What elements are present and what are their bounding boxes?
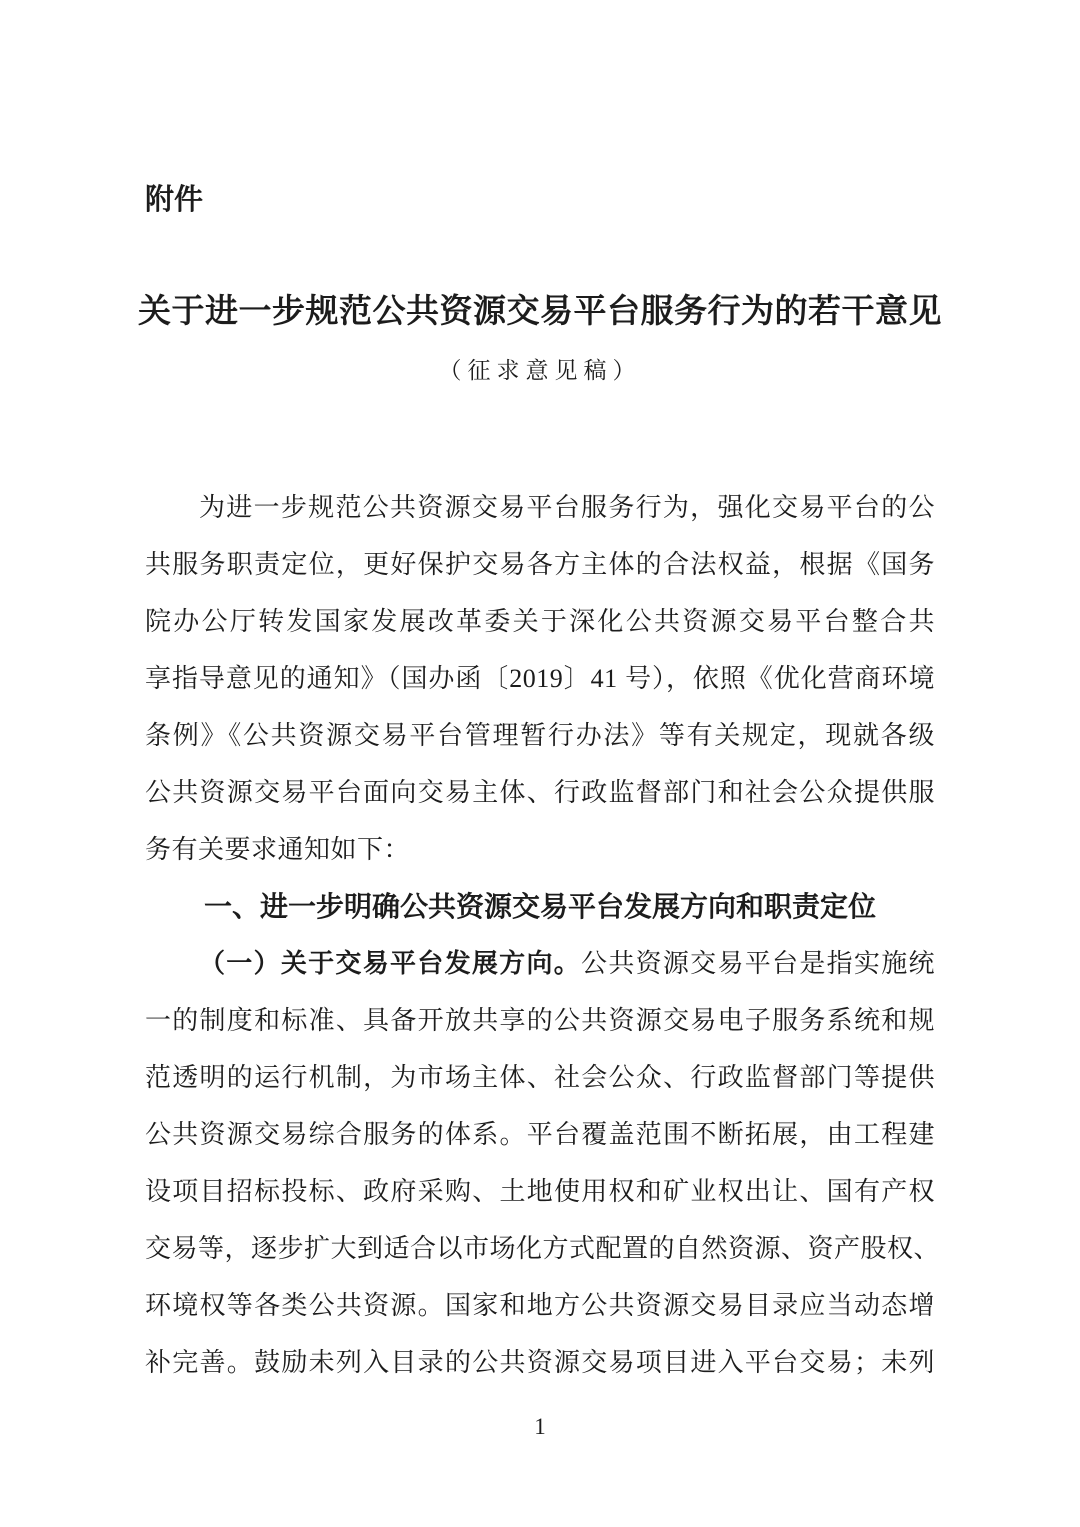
paragraph2-line: 公共资源交易综合服务的体系。平台覆盖范围不断拓展，由工程建 (145, 1120, 935, 1149)
section-heading-1: 一、进一步明确公共资源交易平台发展方向和职责定位 (203, 891, 876, 922)
paragraph2-line (145, 935, 935, 992)
paragraph2-lead-bold: （一）关于交易平台发展方向。 (199, 949, 582, 978)
paragraph1-line: 共服务职责定位，更好保护交易各方主体的合法权益，根据《国务 (145, 550, 935, 579)
paragraph2-line: 设项目招标投标、政府采购、土地使用权和矿业权出让、国有产权 (145, 1177, 935, 1206)
paragraph1-line: 公共资源交易平台面向交易主体、行政监督部门和社会公众提供服 (145, 778, 935, 807)
paragraph1-line: 条例》《公共资源交易平台管理暂行办法》等有关规定，现就各级 (145, 721, 935, 750)
paragraph2-line: 补完善。鼓励未列入目录的公共资源交易项目进入平台交易；未列 (145, 1348, 935, 1377)
paragraph2-line: 一的制度和标准、具备开放共享的公共资源交易电子服务系统和规 (145, 1006, 935, 1035)
page-number: 1 (534, 1414, 546, 1439)
paragraph2-line: 环境权等各类公共资源。国家和地方公共资源交易目录应当动态增 (145, 1291, 935, 1320)
paragraph2-line1-rest: 公共资源交易平台是指实施统 (581, 949, 935, 978)
document-subtitle: （征求意见稿） (438, 358, 642, 383)
paragraph2-line: 交易等，逐步扩大到适合以市场化方式配置的自然资源、资产股权、 (145, 1234, 941, 1263)
document-body (0, 479, 1080, 1391)
paragraph1-line: 务有关要求通知如下： (145, 835, 411, 864)
attachment-label: 附件 (145, 184, 204, 216)
paragraph1-line: 为进一步规范公共资源交易平台服务行为，强化交易平台的公 (199, 493, 935, 522)
document-title: 关于进一步规范公共资源交易平台服务行为的若干意见 (138, 294, 942, 330)
paragraph2-line: 范透明的运行机制，为市场主体、社会公众、行政监督部门等提供 (145, 1063, 935, 1092)
paragraph1-line: 院办公厅转发国家发展改革委关于深化公共资源交易平台整合共 (145, 607, 935, 636)
paragraph1-line: 享指导意见的通知》（国办函〔2019〕41 号），依照《优化营商环境 (145, 664, 935, 693)
